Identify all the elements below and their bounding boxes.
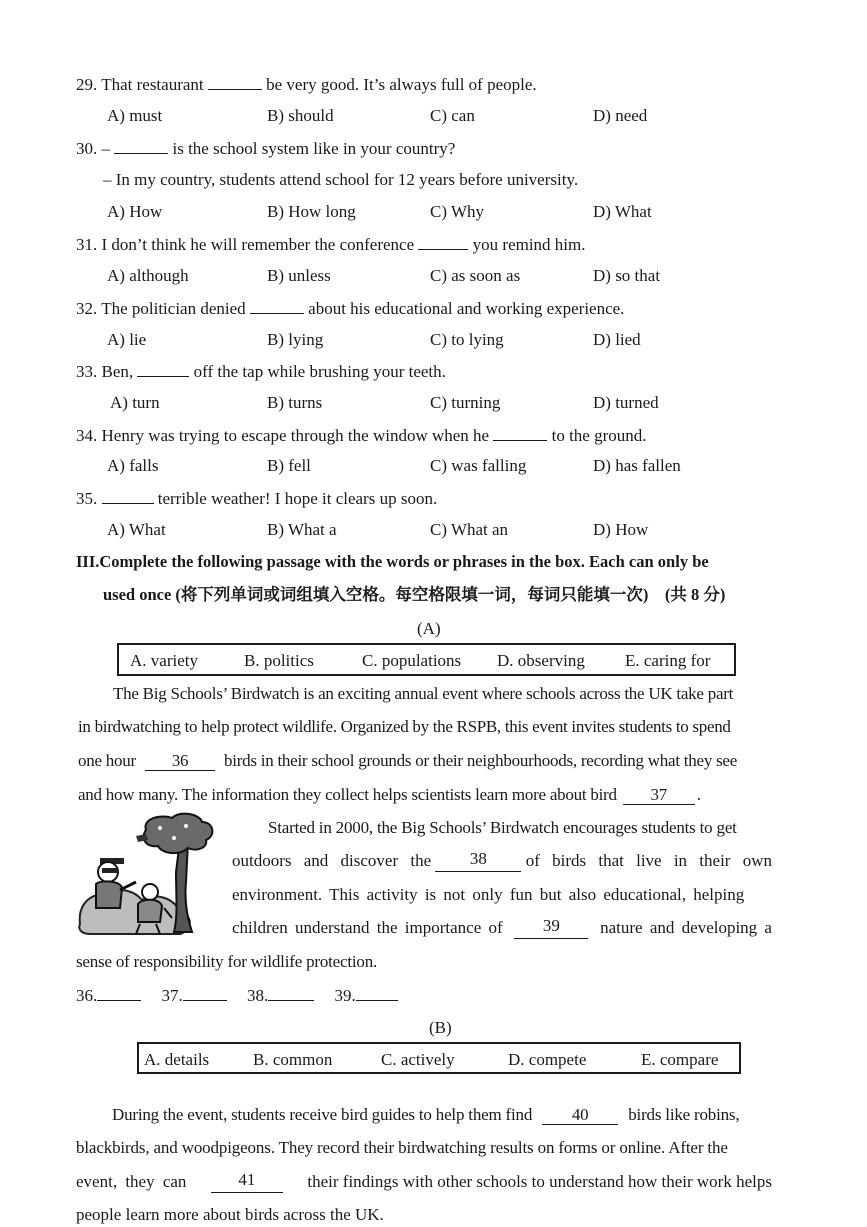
question-31 — [76, 233, 586, 256]
option-b[interactable]: B) fell — [267, 456, 311, 475]
question-text: Ben, — [101, 362, 134, 381]
option-c[interactable]: C) Why — [430, 202, 484, 221]
option-d[interactable]: D) need — [593, 106, 648, 125]
option-b[interactable]: B) unless — [267, 266, 331, 285]
word-option: B. politics — [244, 651, 314, 670]
option-a[interactable]: A) How — [107, 202, 163, 221]
answer-blank[interactable] — [356, 984, 398, 1001]
word-option: D. observing — [497, 651, 585, 670]
answer-blank[interactable] — [493, 424, 547, 441]
option-d[interactable]: D) has fallen — [593, 456, 681, 475]
passage-text: event, they can — [76, 1172, 187, 1191]
question-text: The politician denied — [101, 299, 246, 318]
option-b[interactable]: B) How long — [267, 202, 356, 221]
question-number: 34. — [76, 426, 98, 445]
passage-text: one hour — [78, 751, 136, 770]
word-option: A. variety — [130, 651, 198, 670]
answer-label: 39. — [334, 986, 356, 1005]
option-a[interactable]: A) What — [107, 520, 166, 539]
passage-text: nature and developing a — [600, 918, 772, 937]
passage-a-line: environment. This activity is not only fun but also educational, helping — [232, 885, 745, 904]
blank-36[interactable]: 36 — [145, 752, 215, 771]
question-text: I don’t think he will remember the conference — [101, 235, 415, 254]
option-d[interactable]: D) so that — [593, 266, 661, 285]
option-c[interactable]: C) was falling — [430, 456, 527, 475]
passage-b-line — [76, 1171, 772, 1193]
passage-a-line — [78, 784, 701, 806]
question-32 — [76, 297, 624, 320]
option-d[interactable]: D) What — [593, 202, 652, 221]
word-option: E. compare — [641, 1050, 719, 1069]
passage-b-line: people learn more about birds across the UK. — [76, 1205, 384, 1224]
blank-39[interactable]: 39 — [514, 917, 588, 939]
answer-blank[interactable] — [418, 233, 468, 250]
option-c[interactable]: C) What an — [430, 520, 509, 539]
question-number: 33. — [76, 362, 98, 381]
answer-blank[interactable] — [114, 137, 168, 154]
question-35 — [76, 487, 437, 510]
part-a-label: (A) — [417, 619, 441, 638]
part-b-label: (B) — [429, 1018, 452, 1037]
question-text: be very good. It’s always full of people. — [266, 75, 537, 94]
section-heading-line2: used once (将下列单词或词组填入空格。每空格限填一词，每词只能填一次) (共 8 分) — [103, 585, 726, 604]
option-a[interactable]: A) turn — [110, 393, 160, 412]
passage-text: and how many. The information they collect helps scientists learn more about bird — [78, 785, 617, 804]
option-a[interactable]: A) must — [107, 106, 163, 125]
question-text: to the ground. — [551, 426, 647, 445]
passage-text: outdoors and discover the — [232, 851, 432, 870]
word-option: D. compete — [508, 1050, 587, 1069]
passage-b-line: blackbirds, and woodpigeons. They record their birdwatching results on forms or online. After the — [76, 1138, 728, 1157]
passage-a-line: in birdwatching to help protect wildlife. Organized by the RSPB, this event invites students to spend — [78, 717, 731, 736]
answer-blank[interactable] — [208, 73, 262, 90]
word-option: C. actively — [381, 1050, 455, 1069]
passage-a-line: sense of responsibility for wildlife protection. — [76, 952, 378, 971]
question-number: 32. — [76, 299, 98, 318]
passage-text: of birds that live in their own — [525, 851, 772, 870]
word-option: A. details — [144, 1050, 210, 1069]
option-d[interactable]: D) lied — [593, 330, 641, 349]
option-c[interactable]: C) turning — [430, 393, 501, 412]
section-heading: III.Complete the following passage with the words or phrases in the box. Each can only be — [76, 552, 709, 571]
word-option: C. populations — [362, 651, 462, 670]
question-30-reply: – In my country, students attend school for 12 years before university. — [103, 170, 579, 189]
option-d[interactable]: D) turned — [593, 393, 659, 412]
answer-blank[interactable] — [102, 487, 154, 504]
question-number: 35. — [76, 489, 98, 508]
blank-40[interactable]: 40 — [542, 1106, 618, 1125]
word-option: E. caring for — [625, 651, 711, 670]
option-b[interactable]: B) What a — [267, 520, 337, 539]
question-33 — [76, 360, 446, 383]
question-number: 30. — [76, 139, 98, 158]
answer-label: 36. — [76, 986, 98, 1005]
passage-a-line — [232, 850, 772, 872]
passage-text: . — [696, 785, 701, 804]
question-text: Henry was trying to escape through the window when he — [101, 426, 490, 445]
answer-blank[interactable] — [183, 984, 227, 1001]
kids-birdwatching-illustration — [76, 812, 218, 938]
question-text: off the tap while brushing your teeth. — [193, 362, 446, 381]
blank-38[interactable]: 38 — [435, 850, 521, 872]
option-c[interactable]: C) to lying — [430, 330, 504, 349]
option-b[interactable]: B) lying — [267, 330, 324, 349]
answer-label: 37. — [161, 986, 183, 1005]
blank-37[interactable]: 37 — [623, 786, 695, 805]
option-b[interactable]: B) turns — [267, 393, 323, 412]
option-a[interactable]: A) although — [107, 266, 189, 285]
option-c[interactable]: C) as soon as — [430, 266, 521, 285]
question-text: you remind him. — [472, 235, 586, 254]
passage-a-line — [78, 750, 737, 772]
answer-lines-a — [76, 984, 398, 1007]
word-box-b — [137, 1042, 741, 1074]
option-b[interactable]: B) should — [267, 106, 334, 125]
answer-blank[interactable] — [97, 984, 141, 1001]
passage-a-line: Started in 2000, the Big Schools’ Birdwatch encourages students to get — [268, 818, 737, 837]
answer-blank[interactable] — [137, 360, 189, 377]
question-text: is the school system like in your country? — [172, 139, 456, 158]
passage-text: During the event, students receive bird guides to help them find — [112, 1105, 533, 1124]
answer-label: 38. — [247, 986, 269, 1005]
blank-41[interactable]: 41 — [211, 1171, 283, 1193]
question-text: about his educational and working experience. — [308, 299, 625, 318]
passage-text: birds in their school grounds or their neighbourhoods, recording what they see — [223, 751, 738, 770]
passage-text: their findings with other schools to understand how their work helps — [307, 1172, 772, 1191]
question-number: 31. — [76, 235, 98, 254]
passage-b-line — [112, 1104, 739, 1126]
question-number: 29. — [76, 75, 98, 94]
question-30 — [76, 137, 455, 160]
question-text: – — [101, 139, 110, 158]
passage-text: birds like robins, — [628, 1105, 740, 1124]
answer-blank[interactable] — [250, 297, 304, 314]
question-text: terrible weather! I hope it clears up soon. — [157, 489, 438, 508]
question-text: That restaurant — [101, 75, 204, 94]
question-34 — [76, 424, 647, 447]
passage-text: children understand the importance of — [232, 918, 503, 937]
word-option: B. common — [253, 1050, 333, 1069]
option-d[interactable]: D) How — [593, 520, 649, 539]
word-box-a — [117, 643, 736, 676]
option-c[interactable]: C) can — [430, 106, 475, 125]
passage-a-line — [232, 917, 772, 939]
question-29 — [76, 73, 537, 96]
option-a[interactable]: A) falls — [107, 456, 159, 475]
answer-blank[interactable] — [268, 984, 314, 1001]
passage-a-line: The Big Schools’ Birdwatch is an exciting annual event where schools across the UK take part — [113, 684, 734, 703]
option-a[interactable]: A) lie — [107, 330, 147, 349]
